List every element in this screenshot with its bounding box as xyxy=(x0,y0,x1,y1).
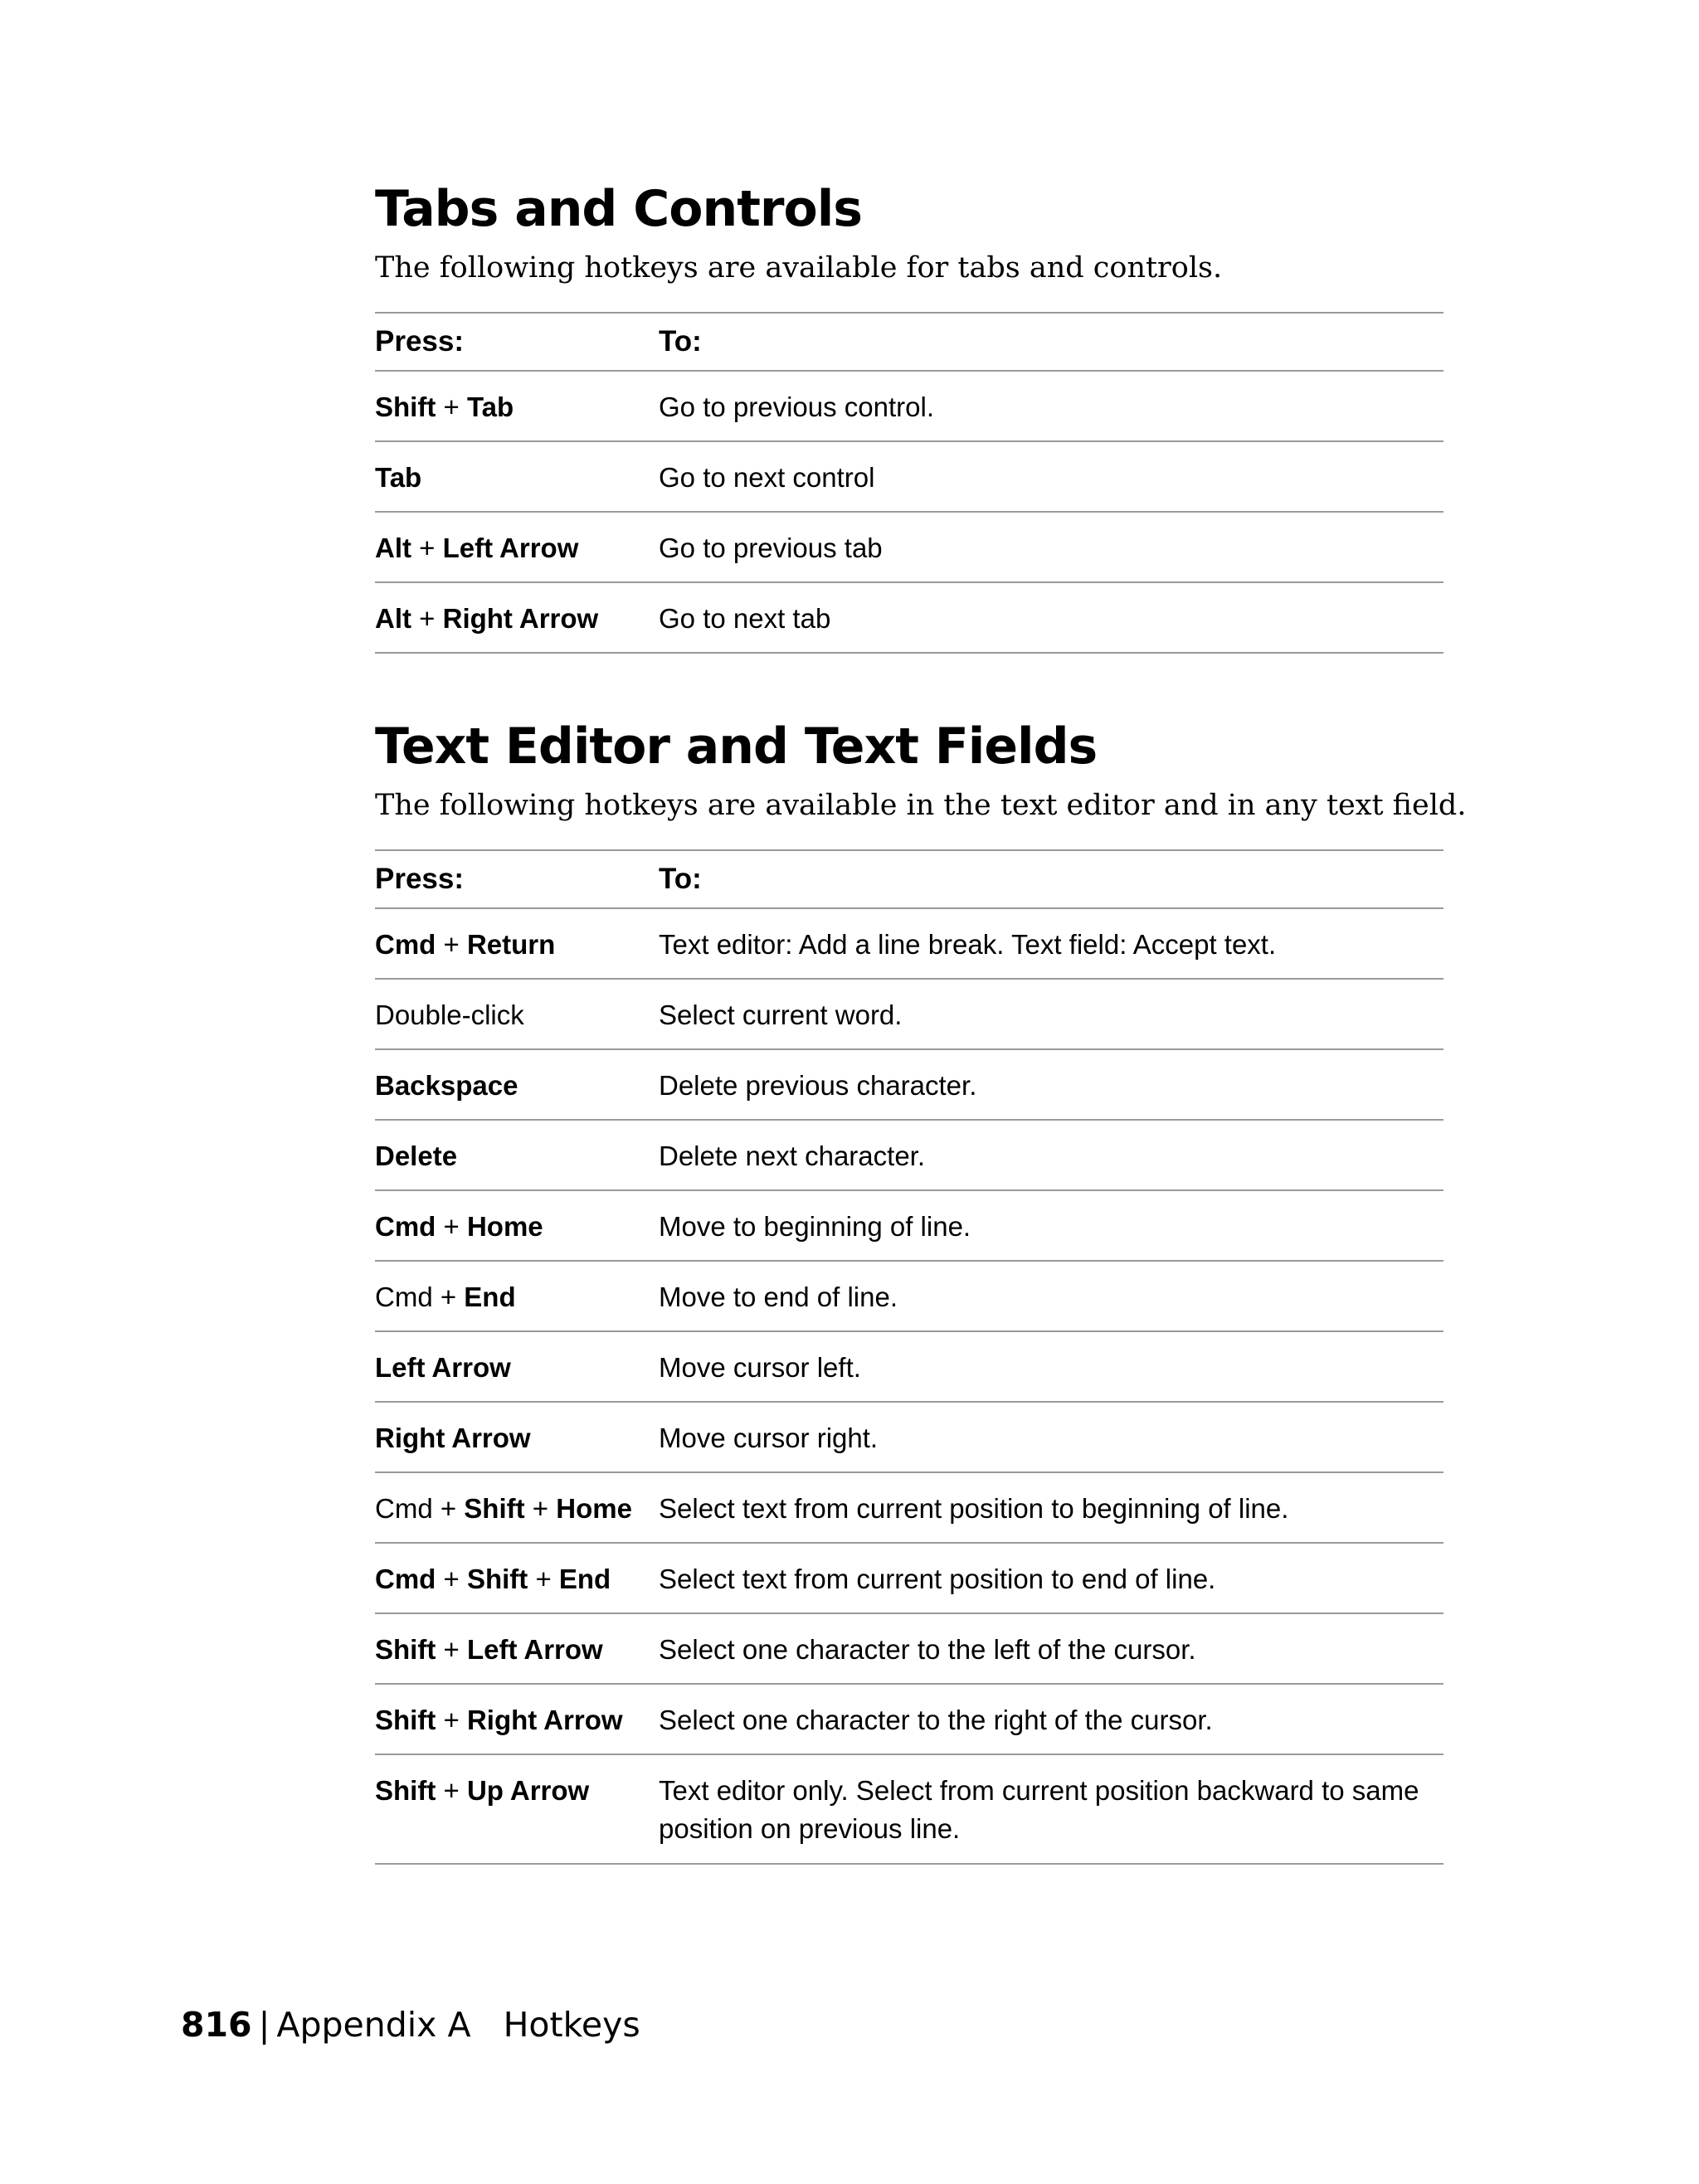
hotkey-part: Tab xyxy=(375,462,422,493)
table-row xyxy=(375,980,1443,1050)
hotkey-part: Right Arrow xyxy=(375,1423,531,1453)
hotkey-action: Delete previous character. xyxy=(659,1070,977,1101)
hotkey-part: + xyxy=(436,392,467,422)
hotkey-part: Left Arrow xyxy=(375,1352,511,1383)
hotkey-combo xyxy=(375,529,659,581)
hotkey-combo xyxy=(375,1419,659,1471)
hotkey-action: Delete next character. xyxy=(659,1141,926,1171)
hotkey-action: Move cursor right. xyxy=(659,1423,879,1453)
hotkey-action: Select current word. xyxy=(659,1000,903,1030)
hotkey-part: + xyxy=(436,1775,467,1806)
table-header-row xyxy=(375,314,1443,372)
hotkey-combo xyxy=(375,1772,659,1863)
hotkey-part: Double-click xyxy=(375,1000,524,1030)
hotkey-part: + xyxy=(436,1564,467,1594)
hotkey-part: Cmd xyxy=(375,929,436,960)
hotkey-part: Shift xyxy=(375,1775,436,1806)
hotkey-action: Move to end of line. xyxy=(659,1282,898,1312)
hotkey-combo xyxy=(375,459,659,511)
hotkey-combo xyxy=(375,1560,659,1612)
section-heading: Text Editor and Text Fields xyxy=(375,717,1098,776)
hotkey-part: Left Arrow xyxy=(442,533,579,563)
hotkey-part: + xyxy=(528,1564,559,1594)
hotkey-part: + xyxy=(436,1634,467,1665)
table-row xyxy=(375,442,1443,513)
table-row xyxy=(375,583,1443,654)
hotkey-action: Select one character to the right of the cursor. xyxy=(659,1705,1213,1735)
hotkey-part: Left Arrow xyxy=(466,1634,603,1665)
table-row xyxy=(375,1614,1443,1685)
table-row xyxy=(375,513,1443,583)
hotkey-part: Delete xyxy=(375,1141,458,1171)
table-row xyxy=(375,1332,1443,1403)
hotkey-part: + xyxy=(436,1211,467,1242)
column-header-press: Press: xyxy=(375,863,465,895)
hotkey-action: Select text from current position to end of line. xyxy=(659,1564,1216,1594)
hotkey-part: + xyxy=(411,533,443,563)
hotkey-combo xyxy=(375,1208,659,1260)
hotkey-part: Home xyxy=(556,1493,632,1524)
hotkey-part: Shift xyxy=(375,1705,436,1735)
hotkey-part: Alt xyxy=(375,533,411,563)
hotkey-action: Select one character to the left of the cursor. xyxy=(659,1634,1196,1665)
page-number: 816 xyxy=(181,2005,252,2045)
page-footer xyxy=(181,2005,640,2045)
hotkey-combo xyxy=(375,1631,659,1683)
footer-label: Appendix A Hotkeys xyxy=(276,2005,640,2045)
hotkey-part: + xyxy=(436,1705,467,1735)
hotkey-part: Shift xyxy=(375,1634,436,1665)
hotkey-combo xyxy=(375,1490,659,1542)
table-row xyxy=(375,1121,1443,1191)
hotkey-action: Text editor: Add a line break. Text field: Accept text. xyxy=(659,929,1277,960)
hotkey-part: Tab xyxy=(466,392,514,422)
hotkey-action: Select text from current position to beginning of line. xyxy=(659,1493,1289,1524)
hotkey-action: Go to next control xyxy=(659,462,875,493)
table-row xyxy=(375,372,1443,442)
hotkey-action: Go to next tab xyxy=(659,603,831,634)
hotkey-combo xyxy=(375,1067,659,1119)
hotkey-part: Alt xyxy=(375,603,411,634)
hotkey-action: Move to beginning of line. xyxy=(659,1211,971,1242)
table-row xyxy=(375,1403,1443,1473)
hotkey-combo xyxy=(375,1137,659,1189)
table-row xyxy=(375,1262,1443,1332)
hotkey-part: + xyxy=(411,603,443,634)
table-row xyxy=(375,1755,1443,1865)
hotkey-table xyxy=(375,849,1443,1865)
table-row xyxy=(375,1544,1443,1614)
hotkey-combo xyxy=(375,600,659,652)
hotkey-part: Cmd xyxy=(375,1564,436,1594)
hotkey-combo xyxy=(375,1278,659,1330)
table-header-row xyxy=(375,851,1443,909)
hotkey-part: Cmd xyxy=(375,1211,436,1242)
column-header-press: Press: xyxy=(375,325,465,358)
hotkey-combo xyxy=(375,926,659,978)
hotkey-part: Right Arrow xyxy=(442,603,599,634)
hotkey-combo xyxy=(375,388,659,440)
table-row xyxy=(375,909,1443,980)
section-intro: The following hotkeys are available in the text editor and in any text field. xyxy=(375,789,1467,822)
hotkey-part: + xyxy=(436,929,467,960)
hotkey-part: Return xyxy=(466,929,556,960)
hotkey-part: Up Arrow xyxy=(466,1775,590,1806)
table-row xyxy=(375,1191,1443,1262)
section-intro: The following hotkeys are available for tabs and controls. xyxy=(375,251,1223,285)
hotkey-part: Home xyxy=(466,1211,543,1242)
hotkey-combo xyxy=(375,996,659,1048)
hotkey-table xyxy=(375,312,1443,654)
hotkey-part: Shift xyxy=(466,1564,528,1594)
hotkey-action: Text editor only. Select from current position backward to same position on previous line. xyxy=(659,1775,1419,1844)
hotkey-part: Shift xyxy=(464,1493,525,1524)
hotkey-action: Go to previous control. xyxy=(659,392,934,422)
hotkey-combo xyxy=(375,1349,659,1401)
footer-separator: | xyxy=(258,2005,270,2045)
hotkey-action: Move cursor left. xyxy=(659,1352,861,1383)
column-header-to: To: xyxy=(659,325,702,358)
hotkey-part: Shift xyxy=(375,392,436,422)
hotkey-part: End xyxy=(464,1282,516,1312)
hotkey-part: Cmd xyxy=(375,1493,433,1524)
table-row xyxy=(375,1050,1443,1121)
table-row xyxy=(375,1473,1443,1544)
table-row xyxy=(375,1685,1443,1755)
hotkey-part: Backspace xyxy=(375,1070,518,1101)
hotkey-part: Right Arrow xyxy=(466,1705,623,1735)
section-heading: Tabs and Controls xyxy=(375,180,863,238)
column-header-to: To: xyxy=(659,863,702,895)
hotkey-part: End xyxy=(558,1564,611,1594)
hotkey-part: + xyxy=(432,1493,465,1524)
hotkey-action: Go to previous tab xyxy=(659,533,883,563)
hotkey-combo xyxy=(375,1701,659,1754)
hotkey-part: Cmd xyxy=(375,1282,433,1312)
hotkey-part: + xyxy=(432,1282,465,1312)
hotkey-part: + xyxy=(524,1493,557,1524)
